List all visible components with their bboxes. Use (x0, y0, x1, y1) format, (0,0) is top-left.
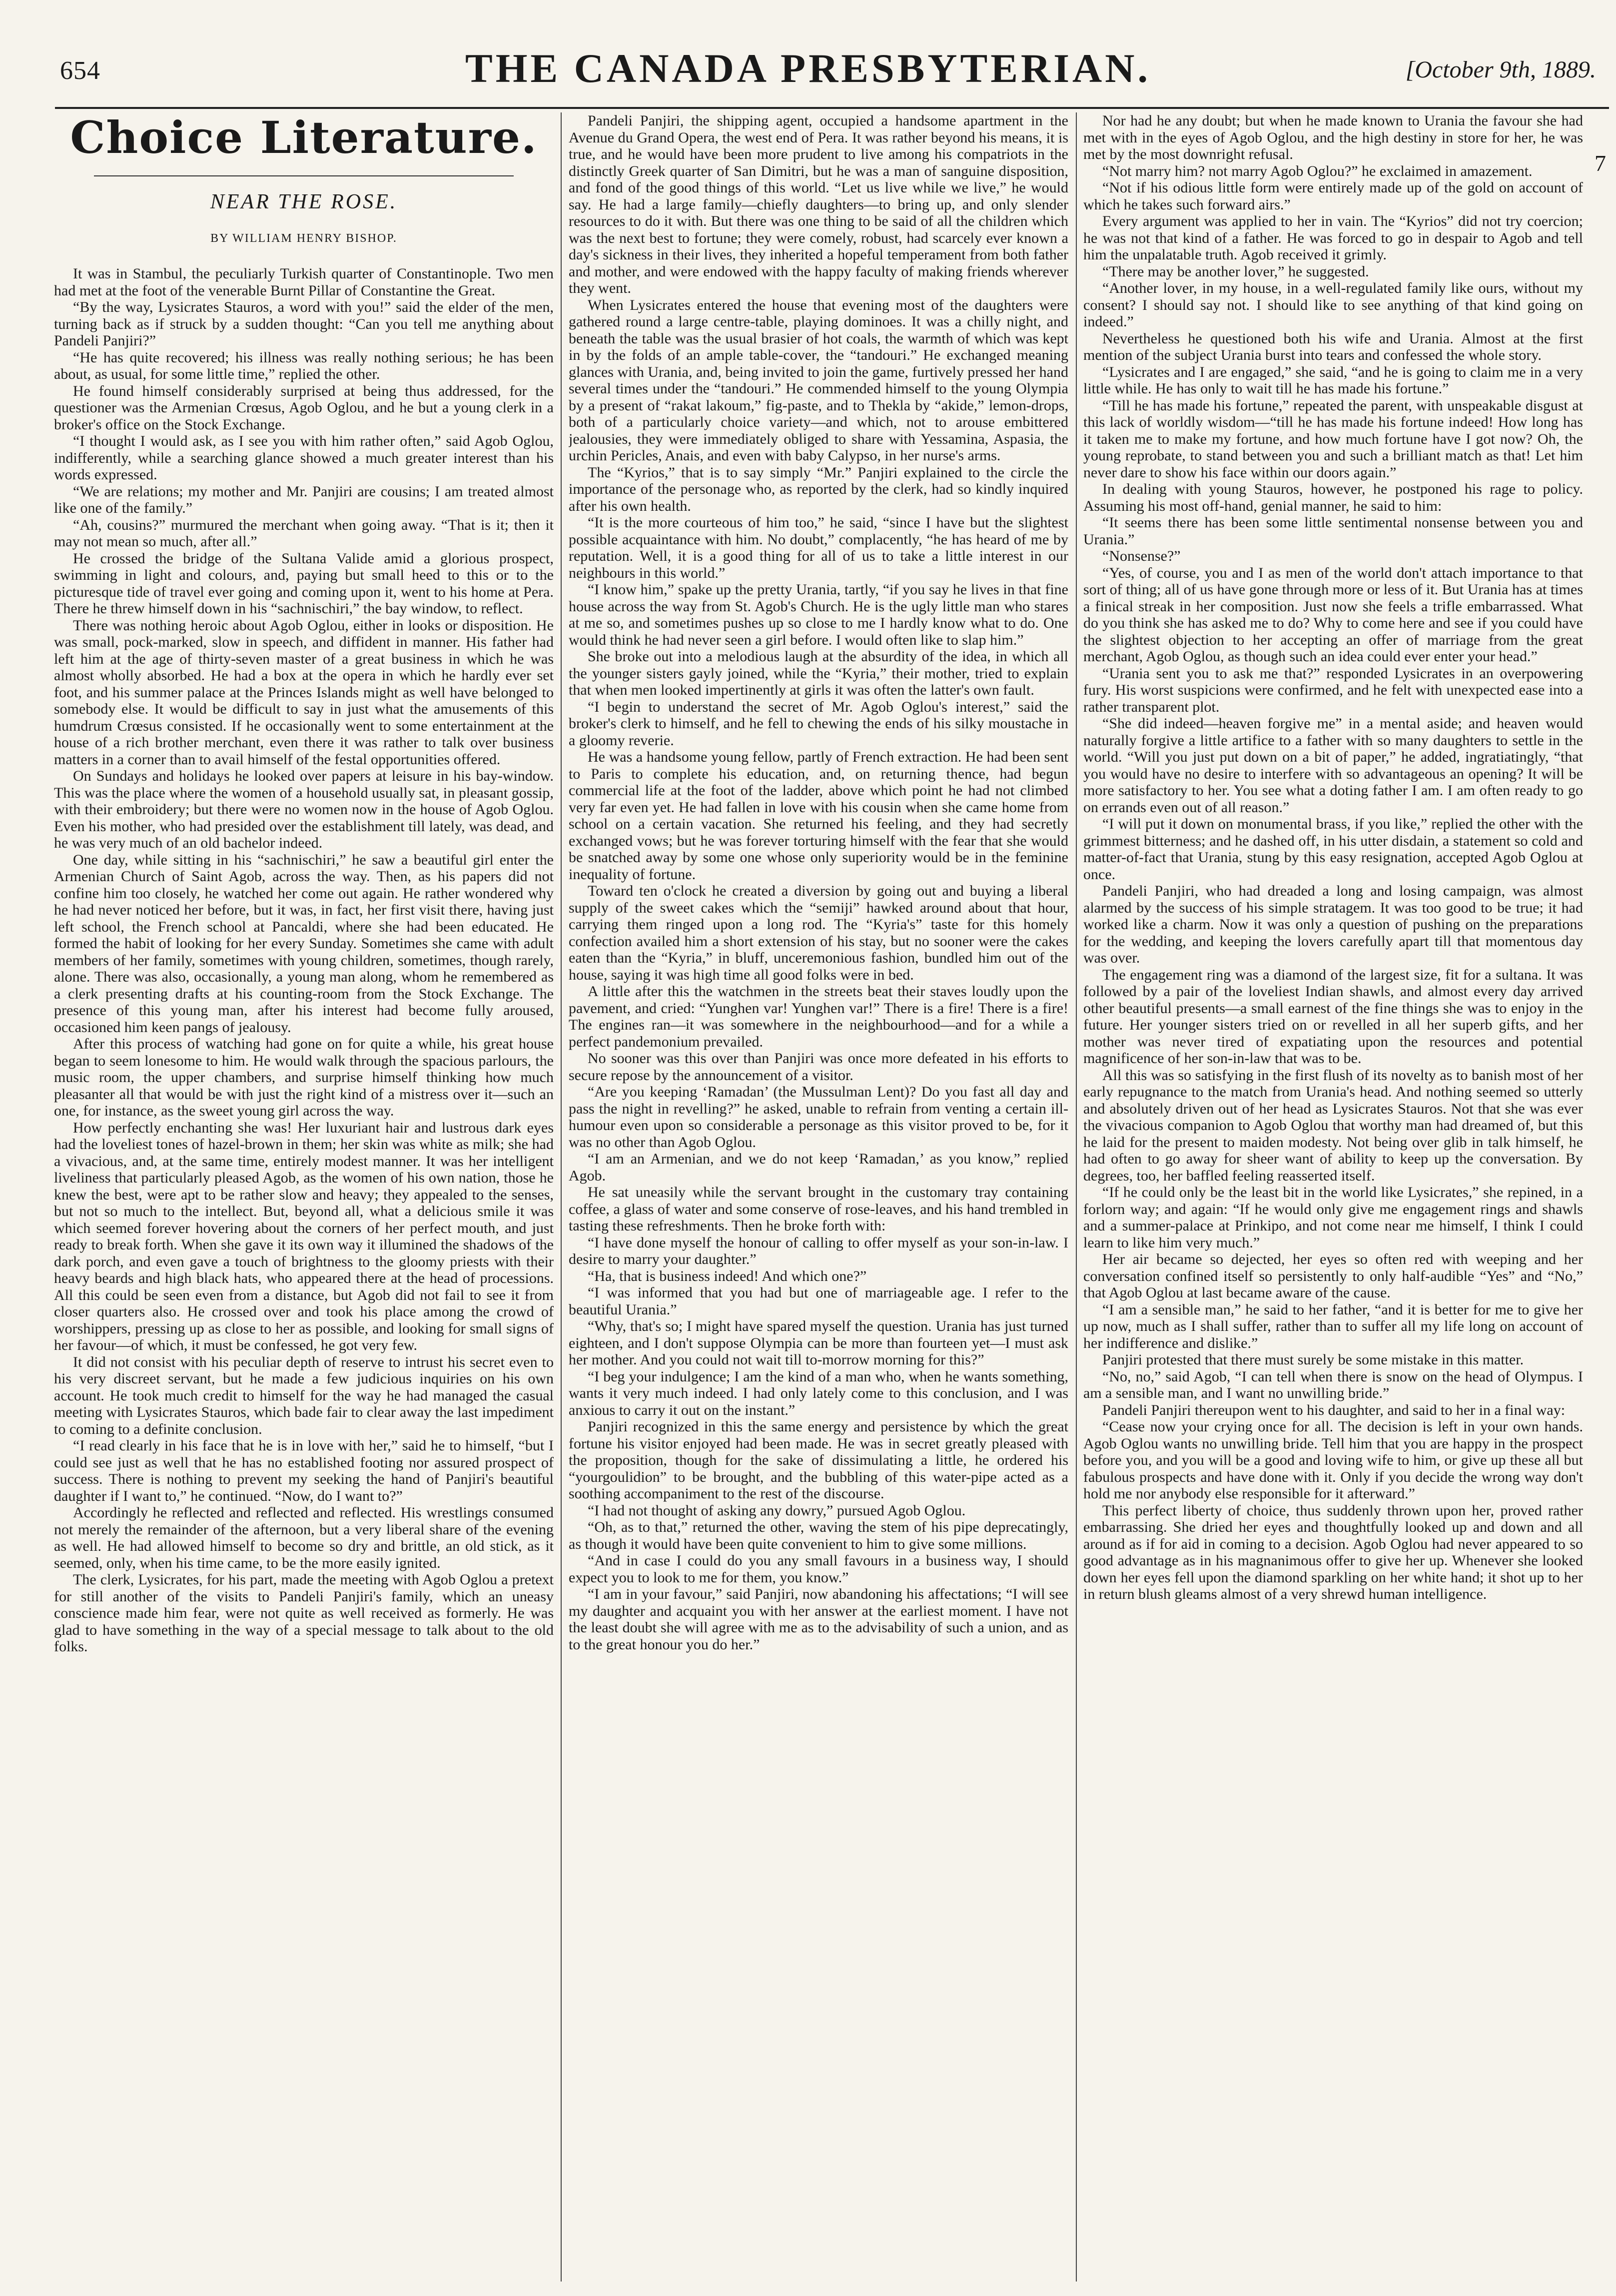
paragraph: One day, while sitting in his “sachnischiri,” he saw a beautiful girl enter the Armenian Church of Saint Agob, across the way. Then, as his papers did not confine him too closely, he watched her come out again. He rather wondered why he had never noticed her before, but it was, in fact, her first visit there, having just left school, the French school at Pancaldi, where she had been educated. He formed the habit of looking for her every Sunday. Sometimes she came with adult members of her family, sometimes with young children, sometimes, though rarely, alone. There was also, occasionally, a young man along, whom he remembered as a clerk presenting drafts at his counting-room from the Stock Exchange. The presence of this young man, after his interest had become fully aroused, occasioned him keen pangs of jealousy. (54, 851, 554, 1036)
paragraph: It was in Stambul, the peculiarly Turkish quarter of Constantinople. Two men had met at the foot of the venerable Burnt Pillar of Constantine the Great. (54, 265, 554, 299)
paragraph: “I begin to understand the secret of Mr. Agob Oglou's interest,” said the broker's clerk to himself, and he fell to chewing the ends of his silky moustache in a gloomy reverie. (569, 698, 1068, 749)
paragraph: “Ha, that is business indeed! And which one?” (588, 1267, 867, 1284)
paragraph: “Nonsense?” (1102, 548, 1181, 564)
paragraph: “It seems there has been some little sentimental nonsense between you and Urania.” (1083, 514, 1583, 548)
paragraph: The clerk, Lysicrates, for his part, made the meeting with Agob Oglou a pretext for still another of the visits to Pandeli Panjiri's family, which an uneasy conscience made him fear, were not quite as well received as formerly. He was glad to have something in the way of a special message to talk about to the old folks. (54, 1571, 554, 1655)
paragraph: “I will put it down on monumental brass, if you like,” replied the other with the grimmest bitterness; and he dashed off, in his utter disdain, a statement so cold and matter-of-fact that Urania, stung by this easy resignation, accepted Agob Oglou at once. (1083, 816, 1583, 883)
paragraph: In dealing with young Stauros, however, he postponed his rage to policy. Assuming his most off-hand, genial manner, he said to him: (1083, 481, 1583, 514)
paragraph: “I am in your favour,” said Panjiri, now abandoning his affectations; “I will see my daughter and acquaint you with her answer at the earliest moment. I have not the least doubt she will agree with me as to the advisability of such a union, and as to the great honour you do her.” (569, 1586, 1068, 1653)
paragraph: “He has quite recovered; his illness was really nothing serious; he has been about, as usual, for some little time,” replied the other. (54, 349, 554, 382)
paragraph: He was a handsome young fellow, partly of French extraction. He had been sent to Paris to complete his education, and, on returning thence, had begun commercial life at the foot of the ladder, above which point he had not climbed very far even yet. He had fallen in love with his cousin when she came home from school on a certain vacation. She returned his feeling, and they had secretly exchanged vows; but he was forever torturing himself with the fear that she would be snatched away by some one whose only superiority would be in the feminine inequality of fortune. (569, 749, 1068, 883)
paragraph: Her air became so dejected, her eyes so often red with weeping and her conversation confined itself so persistently to only half-audible “Yes” and “No,” that Agob Oglou at last became aware of the cause. (1083, 1251, 1583, 1301)
paragraph: “I have done myself the honour of calling to offer myself as your son-in-law. I desire to marry your daughter.” (569, 1234, 1068, 1267)
paragraph: “If he could only be the least bit in the world like Lysicrates,” she repined, in a forlorn way; and again: “If he would only give me engagement rings and shawls and a summer-palace at Prinkipo, and not come near me himself, I think I could learn to like him very much.” (1083, 1184, 1583, 1251)
paragraph: “It is the more courteous of him too,” he said, “since I have but the slightest possible acquaintance with him. No doubt,” complacently, “he has heard of me by reputation. Well, it is a good thing for all of us to take a little interest in our neighbours in this world.” (569, 514, 1068, 581)
paragraph: “By the way, Lysicrates Stauros, a word with you!” said the elder of the men, turning back as if struck by a sudden thought: “Can you tell me anything about Pandeli Panjiri?” (54, 299, 554, 349)
paragraph: She broke out into a melodious laugh at the absurdity of the idea, in which all the younger sisters gayly joined, while the “Kyria,” their mother, tried to explain that when men looked impertinently at girls it was often the latter's own fault. (569, 648, 1068, 698)
column-1-text (54, 265, 554, 1655)
paragraph: The “Kyrios,” that is to say simply “Mr.” Panjiri explained to the circle the importance of the personage who, as reported by the clerk, had so kindly inquired after his own health. (569, 464, 1068, 514)
issue-date: [October 9th, 1889. (1405, 56, 1596, 83)
paragraph: There was nothing heroic about Agob Oglou, either in looks or disposition. He was small, pock-marked, slow in speech, and diffident in manner. His father had left him at the age of thirty-seven master of a great business in which he was almost wholly absorbed. He had a box at the opera in which he hardly ever set foot, and his summer palace at the Princes Islands might as well have belonged to somebody else. It would be difficult to say in just what the amusements of this humdrum Crœsus consisted. If he occasionally went to some entertainment at the house of a rich brother merchant, even there it was rather to talk over business matters in a corner than to avail himself of the festal opportunities offered. (54, 617, 554, 768)
title-rule (94, 175, 514, 176)
paragraph: “I read clearly in his face that he is in love with her,” said he to himself, “but I could see just as well that he has no established footing nor assured prospect of success. There is nothing to prevent my seeking the hand of Panjiri's beautiful daughter if I want to,” he continued. “Now, do I want to?” (54, 1437, 554, 1504)
paragraph: Nor had he any doubt; but when he made known to Urania the favour she had met with in the eyes of Agob Oglou, and the high destiny in store for her, he was met by the most downright refusal. (1083, 112, 1583, 162)
paragraph: Pandeli Panjiri, who had dreaded a long and losing campaign, was almost alarmed by the success of his simple stratagem. It was too good to be true; it had worked like a charm. Now it was only a question of pushing on the preparations for the wedding, and keeping the lovers carefully apart till that momentous day was over. (1083, 883, 1583, 966)
paragraph: “Another lover, in my house, in a well-regulated family like ours, without my consent? I should say not. I should like to see anything of that kind going on indeed.” (1083, 280, 1583, 330)
paragraph: “I was informed that you had but one of marriageable age. I refer to the beautiful Urania.” (569, 1284, 1068, 1318)
paragraph: Panjiri protested that there must surely be some mistake in this matter. (1102, 1351, 1524, 1368)
paragraph: “I am an Armenian, and we do not keep ‘Ramadan,’ as you know,” replied Agob. (569, 1150, 1068, 1184)
column-divider (1076, 112, 1077, 2282)
paragraph: “And in case I could do you any small favours in a business way, I should expect you to look to me for them, you know.” (569, 1552, 1068, 1586)
paragraph: It did not consist with his peculiar depth of reserve to intrust his secret even to his very discreet servant, but he made a few judicious inquiries on his own account. He took much credit to himself for the way he had managed the casual meeting with Lysicrates Stauros, which bade fair to clear away the last impediment to coming to a definite conclusion. (54, 1353, 554, 1437)
paragraph: How perfectly enchanting she was! Her luxuriant hair and lustrous dark eyes had the loveliest tones of hazel-brown in them; her skin was white as milk; she had a vivacious, and, at the same time, entirely modest manner. It was her intelligent liveliness that particularly pleased Agob, as the women of his own nation, those he knew the best, were apt to be rather slow and heavy; they appealed to the senses, but not so much to the intellect. But, beyond all, what a delicious smile it was which seemed forever hovering about the corners of her perfect mouth, and just ready to break forth. When she gave it its own way it illumined the shadows of the dark porch, and even gave a touch of brightness to the gloomy priests with their heavy beards and high black hats, who appeared there at the head of processions. All this could be seen even from a distance, but Agob did not fail to see it from closer quarters also. He crossed over and took his place among the crowd of worshippers, pressing up as close to her as possible, and looking for small signs of her favour—of which, it must be confessed, he got very few. (54, 1119, 554, 1353)
byline: BY WILLIAM HENRY BISHOP. (210, 232, 397, 245)
paragraph: “Yes, of course, you and I as men of the world don't attach importance to that sort of thing; all of us have gone through more or less of it. But Urania has at times a finical streak in her composition. Just now she feels a trifle embarrassed. What do you think she has asked me to do? Why to come here and see if you could have the slightest objection to her accepting an offer of marriage from the great merchant, Agob Oglou, as though such an idea could ever enter your head.” (1083, 564, 1583, 665)
paragraph: “Lysicrates and I are engaged,” she said, “and he is going to claim me in a very little while. He has only to wait till he has made his fortune.” (1083, 363, 1583, 397)
paragraph: “Cease now your crying once for all. The decision is left in your own hands. Agob Oglou wants no unwilling bride. Tell him that you are happy in the prospect before you, and you will be a good and loving wife to him, or give up these all but fabulous prospects and have done with it. Only if you decide the wrong way don't hold me nor anybody else responsible for it afterward.” (1083, 1418, 1583, 1502)
paragraph: “Oh, as to that,” returned the other, waving the stem of his pipe deprecatingly, as though it would have been quite convenient to him to give some millions. (569, 1519, 1068, 1552)
paragraph: “Not if his odious little form were entirely made up of the gold on account of which he takes such forward airs.” (1083, 179, 1583, 213)
paragraph: “I thought I would ask, as I see you with him rather often,” said Agob Oglou, indifferently, while a searching glance showed a much greater interest than his words expressed. (54, 433, 554, 483)
section-title: Choice Literature. (70, 112, 538, 163)
column-2 (569, 112, 1068, 2282)
story-title: NEAR THE ROSE. (210, 190, 398, 213)
column-1 (54, 112, 554, 2282)
masthead: THE CANADA PRESBYTERIAN. (465, 45, 1151, 91)
paragraph: “I know him,” spake up the pretty Urania, tartly, “if you say he lives in that fine house across the way from St. Agob's Church. He is the ugly little man who stares at me so, and sometimes pushes up so close to me I hardly know what to do. One would think he had never seen a girl before. I would often like to slap him.” (569, 581, 1068, 648)
paragraph: “There may be another lover,” he suggested. (1102, 263, 1369, 280)
paragraph: Nevertheless he questioned both his wife and Urania. Almost at the first mention of the subject Urania burst into tears and confessed the whole story. (1083, 330, 1583, 363)
page-number: 654 (60, 56, 100, 85)
paragraph: Every argument was applied to her in vain. The “Kyrios” did not try coercion; he was not that kind of a father. He was forced to go in despair to Agob and tell him the unpalatable truth. Agob received it grimly. (1083, 213, 1583, 263)
paragraph: He crossed the bridge of the Sultana Valide amid a glorious prospect, swimming in light and colours, and, paying but small heed to this or to the picturesque tide of travel ever going and coming upon it, went to his home at Pera. There he threw himself down in his “sachnischiri,” the bay window, to reflect. (54, 550, 554, 617)
paragraph: “She did indeed—heaven forgive me” in a mental aside; and heaven would naturally forgive a little artifice to a father with so many daughters to settle in the world. “Will you just put down on a bit of paper,” he added, ingratiatingly, “that you would have no desire to interfere with so advantageous an opening? It will be more satisfactory to her. You see what a doting father I am. I am often ready to go on errands even out of all reason.” (1083, 715, 1583, 816)
paragraph: “I am a sensible man,” he said to her father, “and it is better for me to give her up now, much as I shall suffer, rather than to suffer all my life long on account of her indifference and dislike.” (1083, 1301, 1583, 1351)
paragraph: He sat uneasily while the servant brought in the customary tray containing coffee, a glass of water and some conserve of rose-leaves, and his hand trembled in tasting these refreshments. Then he broke forth with: (569, 1184, 1068, 1234)
column-divider (561, 112, 562, 2282)
column-3-text (1083, 112, 1583, 1603)
paragraph: “Till he has made his fortune,” repeated the parent, with unspeakable disgust at this lack of worldly wisdom—“till he has made his fortune indeed! How long has it taken me to make my fortune, and how much fortune have I got now? Oh, the young reprobate, to stand between you and such a brilliant match as that! Let him never dare to show his face within our doors again.” (1083, 397, 1583, 481)
paragraph: “Are you keeping ‘Ramadan’ (the Mussulman Lent)? Do you fast all day and pass the night in revelling?” he asked, unable to refrain from venting a certain ill-humour even upon so considerable a personage as this visitor proved to be, for it was no other than Agob Oglou. (569, 1084, 1068, 1150)
column-2-text (569, 112, 1068, 1653)
paragraph: No sooner was this over than Panjiri was once more defeated in his efforts to secure repose by the announcement of a visitor. (569, 1050, 1068, 1084)
margin-mark: 7 (1595, 150, 1606, 176)
paragraph: Toward ten o'clock he created a diversion by going out and buying a liberal supply of the sweet cakes which the “semiji” hawked around about that hour, carrying them ringed upon a long rod. The “Kyria's” taste for this homely confection availed him a short extension of his stay, but no sooner were the cakes eaten than the “Kyria,” in bluff, unceremonious fashion, bundled him out of the house, saying it was high time all good folks were in bed. (569, 883, 1068, 983)
paragraph: This perfect liberty of choice, thus suddenly thrown upon her, proved rather embarrassing. She dried her eyes and thoughtfully looked up and down and all around as if for aid in coming to a decision. Agob Oglou had never appeared to so good advantage as in his magnanimous offer to give her up. Whenever she looked down her eyes fell upon the diamond sparkling on her white hand; it shot up to her in return blush gleams almost of a very shrewd human intelligence. (1083, 1502, 1583, 1602)
paragraph: Accordingly he reflected and reflected and reflected. His wrestlings consumed not merely the remainder of the afternoon, but a very liberal share of the evening as well. He had allowed himself to become so dry and brittle, an old stick, as it seemed, only, when his time came, to be the more easily ignited. (54, 1504, 554, 1571)
paragraph: On Sundays and holidays he looked over papers at leisure in his bay-window. This was the place where the women of a household usually sat, in pleasant gossip, with their embroidery; but there were no women now in the house of Agob Oglou. Even his mother, who had presided over the establishment till lately, was dead, and he was very much of an old bachelor indeed. (54, 768, 554, 851)
paragraph: Panjiri recognized in this the same energy and persistence by which the great fortune his visitor enjoyed had been made. He was in secret greatly pleased with the proposition, though for the sake of dissimulating a little, he ordered his “yourgoulidion” to be brought, and the bubbling of this water-pipe acted as a soothing accompaniment to the rest of the discourse. (569, 1418, 1068, 1502)
paragraph: All this was so satisfying in the first flush of its novelty as to banish most of her early repugnance to the match from Urania's head. And nothing seemed so utterly and absolutely driven out of her head as Lysicrates Stauros. Not that she was ever the vivacious companion to Agob Oglou that worthy man had dreamed of, but this he laid for the present to maiden modesty. Not being over glib in talk himself, he had often to go away for sheer want of ability to keep up the conversation. By degrees, too, her baffled feeling reasserted itself. (1083, 1067, 1583, 1184)
paragraph: “No, no,” said Agob, “I can tell when there is snow on the head of Olympus. I am a sensible man, and I want no unwilling bride.” (1083, 1368, 1583, 1401)
paragraph: “Why, that's so; I might have spared myself the question. Urania has just turned eighteen, and I don't suppose Olympia can be more than fourteen yet—I must ask her mother. And you could not wait till to-morrow morning for this?” (569, 1318, 1068, 1368)
paragraph: He found himself considerably surprised at being thus addressed, for the questioner was the Armenian Crœsus, Agob Oglou, and he but a young clerk in a broker's office on the Stock Exchange. (54, 382, 554, 433)
paragraph: “Urania sent you to ask me that?” responded Lysicrates in an overpowering fury. His worst suspicions were confirmed, and he felt with unexpected ease into a rather transparent plot. (1083, 665, 1583, 715)
paragraph: Pandeli Panjiri, the shipping agent, occupied a handsome apartment in the Avenue du Grand Opera, the west end of Pera. It was rather beyond his means, it is true, and he would have been more prudent to live among his compatriots in the distinctly Greek quarter of San Dimitri, but he was a man of sanguine disposition, and fond of the good things of this world. “Let us live while we live,” he would say. He had a large family—chiefly daughters—to bring up, and only slender resources to do it with. But there was one thing to be said of all the children which was the next best to fortune; they were comely, robust, had scarcely ever known a day's sickness in their lives, they inherited a hopeful temperament from both father and mother, and were endowed with the happy faculty of making friends wherever they went. (569, 112, 1068, 296)
paragraph: When Lysicrates entered the house that evening most of the daughters were gathered round a large centre-table, playing dominoes. It was a chilly night, and beneath the table was the usual brasier of hot coals, the warmth of which was kept in by the folds of an ample table-cover, the “tandouri.” He exchanged meaning glances with Urania, and, being invited to join the game, furtively pressed her hand several times under the “tandouri.” He commended himself to the young Olympia by a present of “rakat lakoum,” fig-paste, and to Thekla by “akide,” lemon-drops, both of a particularly choice variety—and which, not to arouse embittered jealousies, they were immediately obliged to share with Yessamina, Aspasia, the urchin Pericles, Anais, and even with baby Calypso, in her nurse's arms. (569, 296, 1068, 464)
paragraph: A little after this the watchmen in the streets beat their staves loudly upon the pavement, and cried: “Yunghen var! Yunghen var!” There is a fire! There is a fire! The engines ran—it was somewhere in the neighbourhood—and for a while a perfect pandemonium prevailed. (569, 983, 1068, 1050)
column-3 (1083, 112, 1583, 2282)
paragraph: Pandeli Panjiri thereupon went to his daughter, and said to her in a final way: (1102, 1401, 1566, 1418)
page-header (0, 40, 1616, 100)
paragraph: “I had not thought of asking any dowry,” pursued Agob Oglou. (588, 1502, 966, 1519)
paragraph: The engagement ring was a diamond of the largest size, fit for a sultana. It was followed by a pair of the loveliest Indian shawls, and almost every day arrived other beautiful presents—a small earnest of the fine things she was to enjoy in the future. Her younger sisters tried on or revelled in all her superb gifts, and her mother was never tired of expatiating upon the resources and potential magnificence of her son-in-law that was to be. (1083, 966, 1583, 1067)
paragraph: After this process of watching had gone on for quite a while, his great house began to seem lonesome to him. He would walk through the spacious parlours, the music room, the upper chambers, and surprise himself thinking how much pleasanter all that would be with just the right kind of a mistress over it—such an one, for instance, as the sweet young girl across the way. (54, 1036, 554, 1119)
paragraph: “We are relations; my mother and Mr. Panjiri are cousins; I am treated almost like one of the family.” (54, 483, 554, 516)
paragraph: “I beg your indulgence; I am the kind of a man who, when he wants something, wants it very much indeed. I had only lately come to this conclusion, and I was anxious to carry it out on the instant.” (569, 1368, 1068, 1418)
paragraph: “Not marry him? not marry Agob Oglou?” he exclaimed in amazement. (1102, 162, 1533, 179)
paragraph: “Ah, cousins?” murmured the merchant when going away. “That is it; then it may not mean so much, after all.” (54, 516, 554, 550)
header-rule (55, 107, 1609, 109)
